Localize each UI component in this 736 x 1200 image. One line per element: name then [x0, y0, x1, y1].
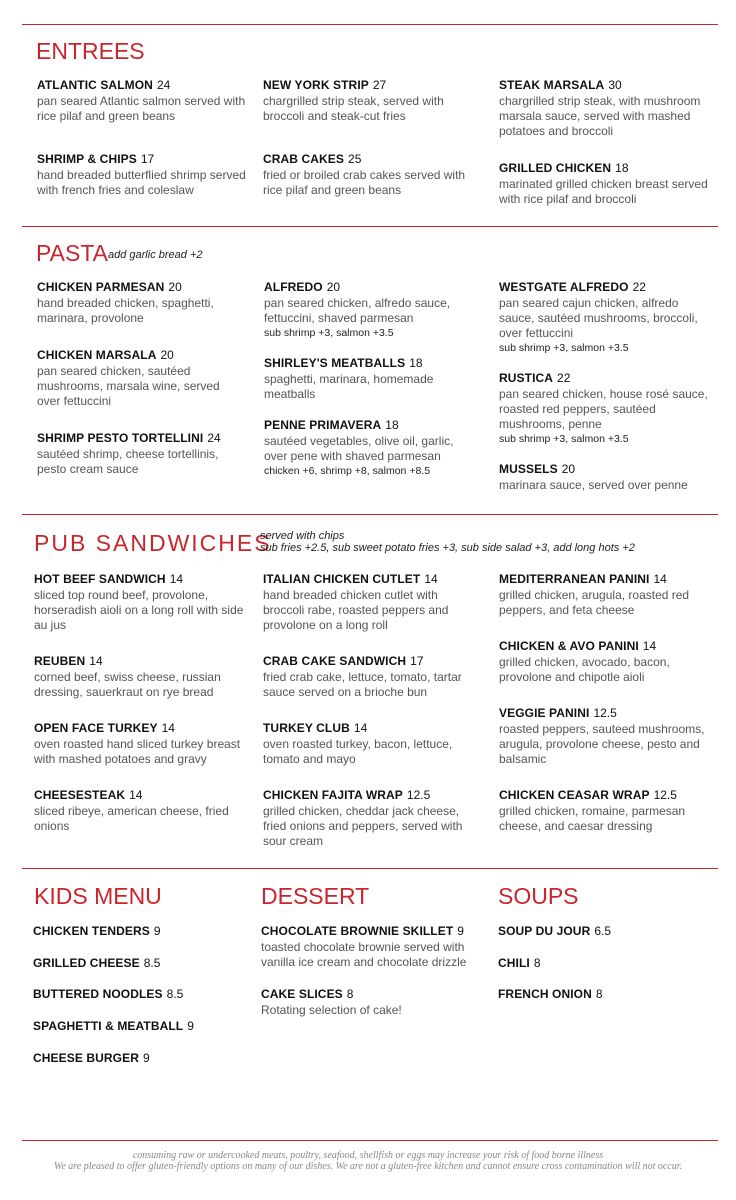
item-name: ATLANTIC SALMON: [37, 78, 153, 92]
menu-item: [264, 416, 476, 478]
menu-item: [263, 76, 473, 124]
item-name: OPEN FACE TURKEY: [34, 721, 158, 735]
item-price: 24: [156, 78, 171, 92]
item-description: marinated grilled chicken breast served with rice pilaf and broccoli: [499, 177, 708, 206]
item-name: CHEESE BURGER: [33, 1051, 139, 1065]
menu-item: [263, 652, 475, 700]
menu-item: [499, 637, 711, 685]
item-name: CHEESESTEAK: [34, 788, 126, 802]
menu-item: [263, 570, 475, 633]
item-price: 27: [372, 78, 387, 92]
item-description: hand breaded chicken cutlet with broccoli rabe, roasted peppers and provolone on a long roll: [263, 588, 449, 632]
menu-item: [499, 786, 711, 834]
item-price: 17: [140, 152, 155, 166]
item-price: 8: [595, 987, 603, 1001]
item-price: 14: [653, 572, 667, 586]
menu-item: [264, 354, 476, 402]
item-description: hand breaded chicken, spaghetti, marinara, provolone: [37, 296, 214, 325]
item-price: 8: [533, 956, 541, 970]
item-description: pan seared Atlantic salmon served with rice pilaf and green beans: [37, 94, 246, 123]
menu-item: [34, 570, 246, 633]
menu-item: [37, 429, 242, 477]
item-price: 25: [348, 152, 362, 166]
item-extra: sub shrimp +3, salmon +3.5: [499, 342, 629, 354]
pub-title: PUB SANDWICHES: [34, 530, 272, 556]
menu-item: [498, 985, 708, 1003]
item-price: 20: [561, 462, 576, 476]
soups-col: [498, 922, 708, 1003]
item-price: 9: [153, 924, 161, 938]
item-name: CRAB CAKE SANDWICH: [263, 654, 407, 668]
item-description: Rotating selection of cake!: [261, 1003, 402, 1017]
item-description: grilled chicken, romaine, parmesan cheese, and caesar dressing: [499, 804, 686, 833]
item-description: roasted peppers, sauteed mushrooms, arugula, provolone cheese, pesto and balsamic: [499, 722, 705, 766]
item-price: 14: [89, 654, 103, 668]
item-price: 17: [410, 654, 424, 668]
item-description: chargrilled strip steak, served with broccoli and steak-cut fries: [263, 94, 444, 123]
item-description: sliced top round beef, provolone, horseradish aioli on a long roll with side au jus: [34, 588, 244, 632]
item-name: MEDITERRANEAN PANINI: [499, 572, 650, 586]
footer-disclaimer: consuming raw or undercooked meats, poultry, seafood, shellfish or eggs may increase your risk of food borne illness: [132, 1150, 604, 1161]
pasta-top-rule: [22, 226, 718, 227]
item-name: CHICKEN TENDERS: [33, 924, 150, 938]
item-price: 30: [608, 78, 622, 92]
item-price: 22: [632, 280, 646, 294]
item-price: 24: [207, 431, 221, 445]
item-description: sautéed vegetables, olive oil, garlic, over pene with shaved parmesan: [264, 434, 454, 463]
pub-col-2: [263, 570, 475, 849]
entrees-top-rule: [22, 24, 718, 25]
item-price: 18: [385, 418, 399, 432]
item-name: GRILLED CHICKEN: [499, 161, 612, 175]
menu-item: [264, 278, 476, 340]
item-price: 14: [129, 788, 143, 802]
item-price: 12.5: [406, 788, 431, 802]
pub-note-1: served with chips: [260, 530, 345, 542]
item-name: TURKEY CLUB: [263, 721, 350, 735]
item-price: 9: [142, 1051, 150, 1065]
item-price: 12.5: [653, 788, 677, 802]
item-price: 8: [346, 987, 354, 1001]
item-description: pan seared chicken, alfredo sauce, fettuccini, shaved parmesan: [264, 296, 451, 325]
item-description: grilled chicken, avocado, bacon, provolone and chipotle aioli: [499, 655, 670, 684]
footer-gluten-note: We are pleased to offer gluten-friendly options on many of our dishes. We are not a gluten-free kitchen and cannot ensure cross contamination will not occur.: [53, 1161, 683, 1172]
kids-col: [33, 922, 243, 1067]
item-name: VEGGIE PANINI: [499, 706, 590, 720]
item-name: REUBEN: [34, 654, 86, 668]
item-description: corned beef, swiss cheese, russian dressing, sauerkraut on rye bread: [34, 670, 221, 699]
entrees-col-3: [499, 76, 714, 207]
item-extra: sub shrimp +3, salmon +3.5: [499, 433, 629, 445]
menu-item: [37, 346, 242, 409]
item-description: oven roasted hand sliced turkey breast with mashed potatoes and gravy: [34, 737, 241, 766]
item-name: GRILLED CHEESE: [33, 956, 140, 970]
item-name: NEW YORK STRIP: [263, 78, 369, 92]
item-description: fried crab cake, lettuce, tomato, tartar sauce served on a brioche bun: [263, 670, 462, 699]
menu-item: [33, 1017, 243, 1035]
item-description: fried or broiled crab cakes served with rice pilaf and green beans: [263, 168, 466, 197]
item-price: 20: [160, 348, 174, 362]
item-name: SHIRLEY'S MEATBALLS: [264, 356, 406, 370]
item-name: STEAK MARSALA: [499, 78, 605, 92]
item-name: SHRIMP PESTO TORTELLINI: [37, 431, 204, 445]
pub-top-rule: [22, 514, 718, 515]
pasta-note: add garlic bread +2: [108, 249, 203, 261]
bottom-sections-top-rule: [22, 868, 718, 869]
item-extra: chicken +6, shrimp +8, salmon +8.5: [264, 465, 431, 477]
item-name: HOT BEEF SANDWICH: [34, 572, 166, 586]
item-name: CHICKEN & AVO PANINI: [499, 639, 639, 653]
menu-item: [37, 76, 247, 124]
menu-item: [499, 369, 711, 446]
item-price: 18: [409, 356, 423, 370]
item-name: CHICKEN FAJITA WRAP: [263, 788, 403, 802]
item-description: grilled chicken, cheddar jack cheese, fried onions and peppers, served with sour cream: [263, 804, 463, 848]
item-description: oven roasted turkey, bacon, lettuce, tomato and mayo: [263, 737, 453, 766]
item-description: grilled chicken, arugula, roasted red peppers, and feta cheese: [499, 588, 690, 617]
item-description: pan seared chicken, house rosé sauce, roasted red peppers, sautéed mushrooms, penne: [499, 387, 708, 431]
item-price: 14: [642, 639, 657, 653]
item-name: CHICKEN MARSALA: [37, 348, 157, 362]
item-price: 14: [424, 572, 438, 586]
item-name: CAKE SLICES: [261, 987, 343, 1001]
menu-item: [263, 786, 475, 849]
menu-item: [261, 922, 479, 970]
item-price: 22: [557, 371, 571, 385]
footer-rule: [22, 1140, 718, 1141]
kids-title: KIDS MENU: [34, 883, 162, 909]
menu-item: [498, 954, 708, 972]
item-name: CHICKEN PARMESAN: [37, 280, 165, 294]
item-description: pan seared cajun chicken, alfredo sauce, sautéed mushrooms, broccoli, over fettuccini: [499, 296, 698, 340]
item-price: 8.5: [143, 956, 161, 970]
menu-item: [263, 150, 473, 198]
menu-item: [34, 719, 246, 767]
menu-item: [34, 786, 246, 834]
item-price: 14: [169, 572, 184, 586]
item-name: SHRIMP & CHIPS: [37, 152, 137, 166]
item-price: 14: [161, 721, 175, 735]
item-name: MUSSELS: [499, 462, 558, 476]
pasta-title: PASTA: [36, 240, 108, 266]
menu-item: [33, 954, 243, 972]
item-name: WESTGATE ALFREDO: [499, 280, 629, 294]
soups-title: SOUPS: [498, 883, 579, 909]
item-description: sautéed shrimp, cheese tortellinis, pesto cream sauce: [37, 447, 219, 476]
item-name: CRAB CAKES: [263, 152, 345, 166]
item-name: PENNE PRIMAVERA: [264, 418, 382, 432]
item-name: ALFREDO: [264, 280, 323, 294]
menu-item: [263, 719, 475, 767]
menu-item: [33, 922, 243, 940]
item-price: 18: [615, 161, 629, 175]
pub-note-2: sub fries +2.5, sub sweet potato fries +3, sub side salad +3, add long hots +2: [260, 542, 635, 554]
menu-item: [499, 159, 714, 207]
item-description: pan seared chicken, sautéed mushrooms, marsala wine, served over fettuccini: [37, 364, 220, 408]
item-price: 12.5: [593, 706, 617, 720]
item-price: 9: [187, 1019, 194, 1033]
menu-item: [499, 76, 714, 139]
item-name: SPAGHETTI & MEATBALL: [33, 1019, 184, 1033]
menu-item: [499, 570, 711, 618]
entrees-title: ENTREES: [36, 38, 145, 64]
menu-item: [498, 922, 708, 940]
pasta-col-2: [264, 278, 476, 478]
item-description: toasted chocolate brownie served with vanilla ice cream and chocolate drizzle: [261, 940, 467, 969]
item-price: 20: [168, 280, 182, 294]
item-extra: sub shrimp +3, salmon +3.5: [264, 327, 394, 339]
item-price: 8.5: [166, 987, 184, 1001]
menu-item: [33, 1049, 243, 1067]
item-description: spaghetti, marinara, homemade meatballs: [264, 372, 434, 401]
menu-item: [261, 985, 479, 1018]
item-description: hand breaded butterflied shrimp served with french fries and coleslaw: [37, 168, 246, 197]
item-name: SOUP DU JOUR: [498, 924, 591, 938]
item-name: ITALIAN CHICKEN CUTLET: [263, 572, 421, 586]
menu-item: [33, 985, 243, 1003]
entrees-col-1: [37, 76, 247, 198]
pasta-col-1: [37, 278, 242, 477]
item-description: sliced ribeye, american cheese, fried onions: [34, 804, 229, 833]
item-name: BUTTERED NOODLES: [33, 987, 163, 1001]
item-price: 14: [353, 721, 368, 735]
menu-item: [499, 278, 711, 355]
pub-col-1: [34, 570, 246, 834]
item-name: RUSTICA: [499, 371, 554, 385]
item-price: 9: [457, 924, 464, 938]
menu-item: [37, 150, 247, 198]
item-price: 20: [326, 280, 341, 294]
menu-item: [37, 278, 242, 326]
menu-item: [499, 704, 711, 767]
item-name: FRENCH ONION: [498, 987, 592, 1001]
item-name: CHOCOLATE BROWNIE SKILLET: [261, 924, 454, 938]
pasta-col-3: [499, 278, 711, 493]
entrees-col-2: [263, 76, 473, 198]
dessert-col: [261, 922, 479, 1018]
menu-item: [499, 460, 711, 493]
dessert-title: DESSERT: [261, 883, 370, 909]
item-name: CHICKEN CEASAR WRAP: [499, 788, 650, 802]
pub-col-3: [499, 570, 711, 834]
item-name: CHILI: [498, 956, 530, 970]
item-description: marinara sauce, served over penne: [499, 478, 688, 492]
menu-item: [34, 652, 246, 700]
item-price: 6.5: [594, 924, 612, 938]
item-description: chargrilled strip steak, with mushroom marsala sauce, served with mashed potatoes and broccoli: [499, 94, 701, 138]
